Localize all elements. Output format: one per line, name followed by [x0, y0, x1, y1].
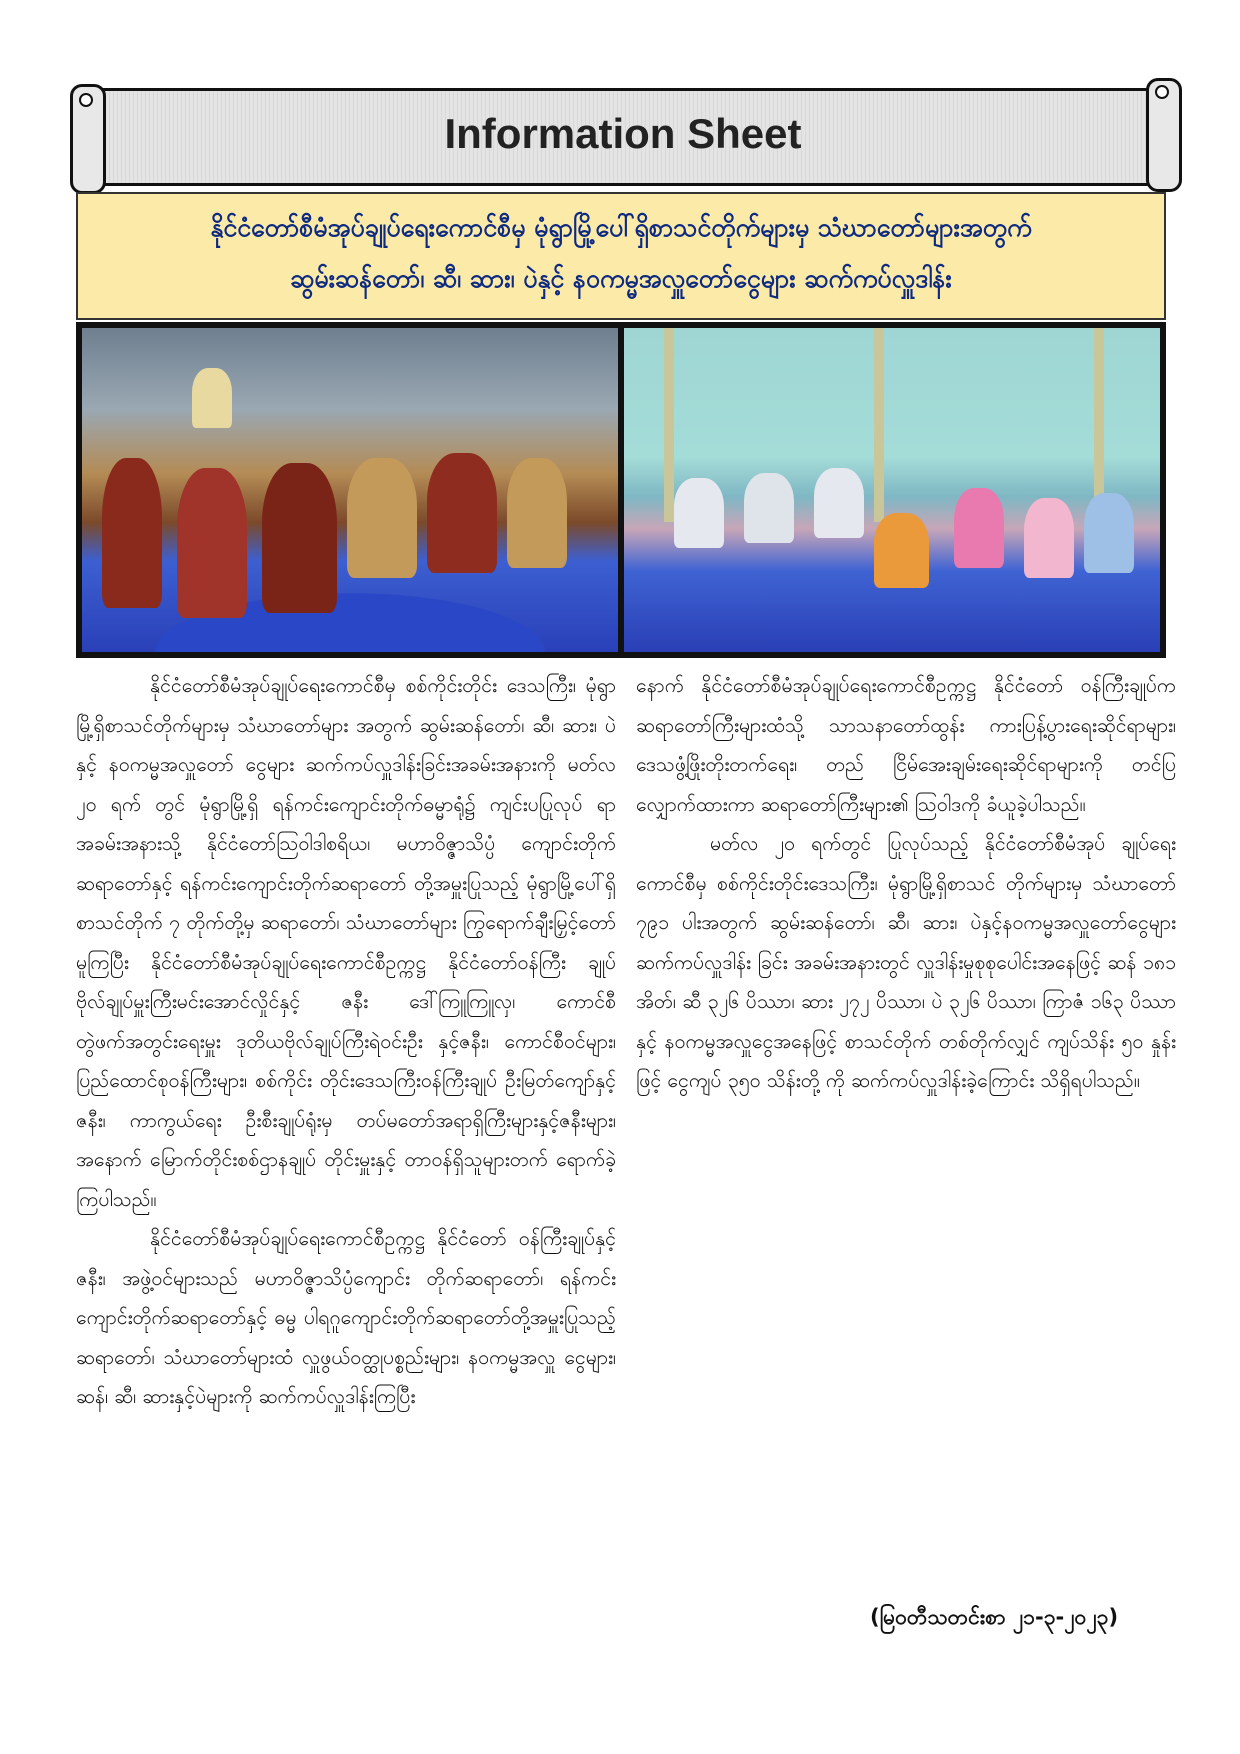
- monk-figure: [102, 458, 162, 608]
- headline-line-1: နိုင်ငံတော်စီမံအုပ်ချုပ်ရေးကောင်စီမှ မုံရွာမြို့ပေါ်ရှိစာသင်တိုက်များမှ သံဃာတော်များအတွက်: [210, 213, 1032, 242]
- page-title: Information Sheet: [444, 110, 802, 157]
- body-paragraph: မတ်လ ၂၀ ရက်တွင် ပြုလုပ်သည့် နိုင်ငံတော်စီမံအုပ် ချုပ်ရေးကောင်စီမှ စစ်ကိုင်းတိုင်းဒေသကြီး၊ မုံရွာမြို့ရှိစာသင် တိုက်များမှ သံဃာတော် ၇၉၁ ပါးအတွက် ဆွမ်းဆန်တော်၊ ဆီ၊ ဆား၊ ပဲနှင့်နဝကမ္မအလှူတော်ငွေများ ဆက်ကပ်လှူဒါန်း ခြင်း အခမ်းအနားတွင် လှူဒါန်းမှုစုစုပေါင်းအနေဖြင့် ဆန် ၁၈၁ အိတ်၊ ဆီ ၃၂၆ ပိဿာ၊ ဆား ၂၇၂ ပိဿာ၊ ပဲ ၃၂၆ ပိဿာ၊ ကြာဇံ ၁၆၃ ပိဿာနှင့် နဝကမ္မအလှူငွေအနေဖြင့် စာသင်တိုက် တစ်တိုက်လျှင် ကျပ်သိန်း ၅၀ နှုန်းဖြင့် ငွေကျပ် ၃၅၀ သိန်းတို့ ကို ဆက်ကပ်လှူဒါန်းခဲ့ကြောင်း သိရှိရပါသည်။: [636, 832, 1176, 1092]
- monk-figure: [177, 468, 247, 618]
- monk-figure: [262, 463, 337, 613]
- photo-strip: [76, 322, 1166, 658]
- person-figure: [1024, 498, 1074, 578]
- person-figure: [874, 513, 929, 588]
- body-paragraph: နိုင်ငံတော်စီမံအုပ်ချုပ်ရေးကောင်စီဥက္ကဋ္ဌ နိုင်ငံတော် ဝန်ကြီးချုပ်နှင့်ဇနီး၊ အဖွဲ့ဝင်များသည် မဟာဝိဇ္ဇာသိပ္ပံကျောင်း တိုက်ဆရာတော်၊ ရန်ကင်းကျောင်းတိုက်ဆရာတော်နှင့် ဓမ္မ ပါရဂူကျောင်းတိုက်ဆရာတော်တို့အမှူးပြုသည့် ဆရာတော်၊ သံဃာတော်များထံ လှူဖွယ်ဝတ္ထုပစ္စည်းများ၊ နဝကမ္မအလှူ ငွေများ၊ ဆန်၊ ဆီ၊ ဆားနှင့်ပဲများကို ဆက်ကပ်လှူဒါန်းကြပြီး: [76, 1227, 616, 1408]
- hall-pillar: [874, 328, 884, 522]
- person-figure: [1084, 493, 1134, 573]
- chair-figure: [507, 458, 567, 568]
- buddha-image-icon: [192, 368, 232, 428]
- person-figure: [954, 488, 1004, 568]
- person-figure: [744, 473, 794, 543]
- chair-figure: [347, 458, 417, 578]
- headline-line-2: ဆွမ်းဆန်တော်၊ ဆီ၊ ဆား၊ ပဲနှင့် နဝကမ္မအလှူတော်ငွေများ ဆက်ကပ်လှူဒါန်း: [290, 264, 952, 293]
- photo-monks-seated: [82, 328, 618, 652]
- body-paragraph: နောက် နိုင်ငံတော်စီမံအုပ်ချုပ်ရေးကောင်စီဥက္ကဋ္ဌ နိုင်ငံတော် ဝန်ကြီးချုပ်က ဆရာတော်ကြီးများထံသို့ သာသနာတော်ထွန်း ကားပြန့်ပွားရေးဆိုင်ရာများ၊ ဒေသဖွံ့ဖြိုးတိုးတက်ရေး၊ တည် ငြိမ်အေးချမ်းရေးဆိုင်ရာများကို တင်ပြလျှောက်ထားကာ ဆရာတော်ကြီးများ၏ ဩဝါဒကို ခံယူခဲ့ပါသည်။: [636, 674, 1176, 816]
- monk-figure: [427, 453, 497, 573]
- hall-pillar: [664, 328, 674, 522]
- body-column-right: [636, 666, 1176, 1101]
- person-figure: [814, 468, 864, 538]
- photo-audience-kneeling: [624, 328, 1160, 652]
- body-column-left: [76, 666, 616, 1417]
- headline-box: [76, 192, 1166, 320]
- source-citation: (မြဝတီသတင်းစာ ၂၁-၃-၂၀၂၃): [870, 1605, 1119, 1629]
- body-paragraph: နိုင်ငံတော်စီမံအုပ်ချုပ်ရေးကောင်စီမှ စစ်ကိုင်းတိုင်း ဒေသကြီး၊ မုံရွာမြို့ရှိစာသင်တိုက်များမှ သံဃာတော်များ အတွက် ဆွမ်းဆန်တော်၊ ဆီ၊ ဆား၊ ပဲနှင့် နဝကမ္မအလှူတော် ငွေများ ဆက်ကပ်လှူဒါန်းခြင်းအခမ်းအနားကို မတ်လ ၂၀ ရက် တွင် မုံရွာမြို့ရှိ ရန်ကင်းကျောင်းတိုက်ဓမ္မာရုံ၌ ကျင်းပပြုလုပ် ရာ အခမ်းအနားသို့ နိုင်ငံတော်ဩဝါဒါစရိယ၊ မဟာဝိဇ္ဇာသိပ္ပံ ကျောင်းတိုက်ဆရာတော်နှင့် ရန်ကင်းကျောင်းတိုက်ဆရာတော် တို့အမှူးပြုသည့် မုံရွာမြို့ပေါ်ရှိ စာသင်တိုက် ၇ တိုက်တို့မှ ဆရာတော်၊ သံဃာတော်များ ကြွရောက်ချီးမြှင့်တော်မူကြပြီး နိုင်ငံတော်စီမံအုပ်ချုပ်ရေးကောင်စီဥက္ကဋ္ဌ နိုင်ငံတော်ဝန်ကြီး ချုပ် ဗိုလ်ချုပ်မှူးကြီးမင်းအောင်လှိုင်နှင့် ဇနီး ဒေါ်ကြူကြူလှ၊ ကောင်စီတွဲဖက်အတွင်းရေးမှူး ဒုတိယဗိုလ်ချုပ်ကြီးရဲဝင်းဦး နှင့်ဇနီး၊ ကောင်စီဝင်များ၊ ပြည်ထောင်စုဝန်ကြီးများ၊ စစ်ကိုင်း တိုင်းဒေသကြီးဝန်ကြီးချုပ် ဦးမြတ်ကျော်နှင့်ဇနီး၊ ကာကွယ်ရေး ဦးစီးချုပ်ရုံးမှ တပ်မတော်အရာရှိကြီးများနှင့်ဇနီးများ၊ အနောက် မြောက်တိုင်းစစ်ဌာနချုပ် တိုင်းမှူးနှင့် တာဝန်ရှိသူများတက် ရောက်ခဲ့ကြပါသည်။: [76, 674, 616, 1211]
- person-figure: [674, 478, 724, 548]
